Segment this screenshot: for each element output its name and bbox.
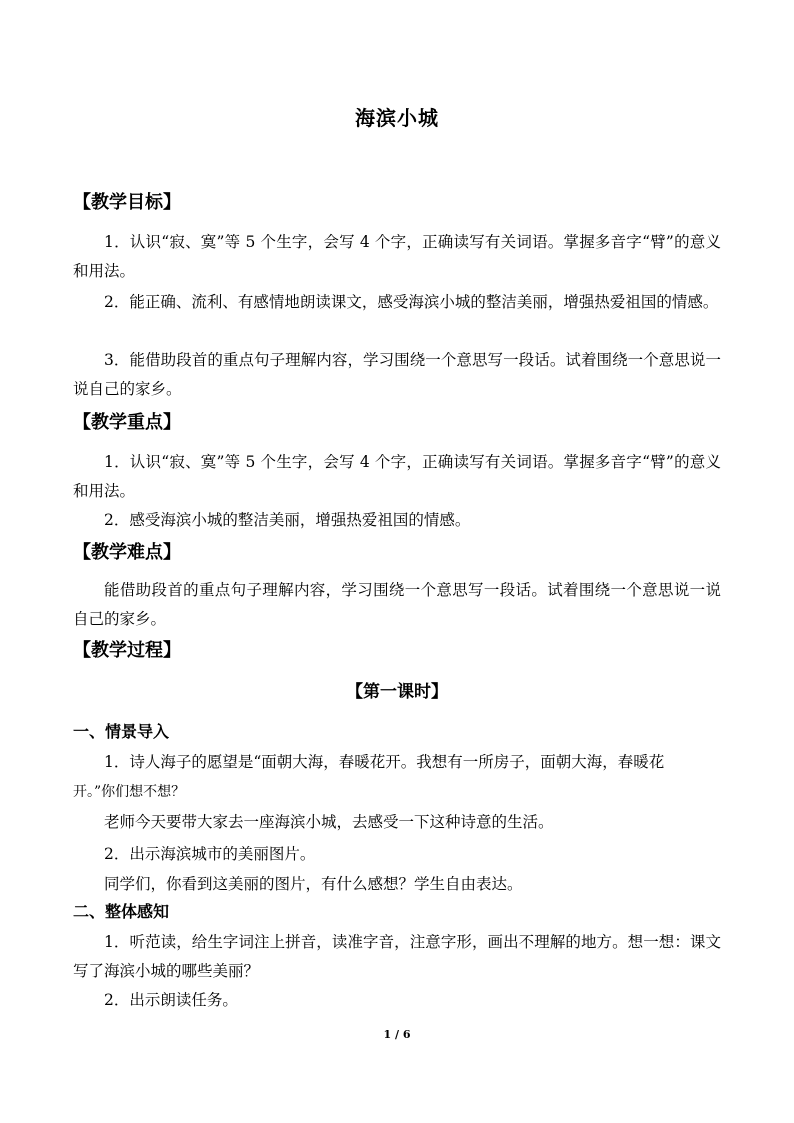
objectives-heading: 【教学目标】	[73, 192, 181, 213]
part2-heading: 二、整体感知	[73, 902, 170, 921]
part1-item-2: 老师今天要带大家去一座海滨小城，去感受一下这种诗意的生活。	[104, 813, 554, 831]
part2-item-2: 2．出示朗读任务。	[104, 991, 238, 1009]
lesson-heading: 【第一课时】	[346, 682, 448, 702]
part2-item-1: 1．听范读，给生字词注上拼音，读准字音，注意字形，画出不理解的地方。想一想：课文写了海滨小城的哪些美丽？	[73, 933, 721, 980]
key-points-heading: 【教学重点】	[73, 412, 181, 433]
page-indicator: 1 / 6	[383, 1028, 411, 1041]
difficulties-heading: 【教学难点】	[73, 542, 181, 563]
difficulty-item-1: 能借助段首的重点句子理解内容，学习围绕一个意思写一段话。试着围绕一个意思说一说自己的家乡。	[73, 581, 721, 628]
key-point-item-2: 2．感受海滨小城的整洁美丽，增强热爱祖国的情感。	[104, 511, 471, 529]
part1-item-1: 1．诗人海子的愿望是“面朝大海，春暖花开。我想有一所房子，面朝大海，春暖花	[104, 753, 665, 771]
key-point-item-1: 1．认识“寂、寞”等 5 个生字，会写 4 个字，正确读写有关词语。掌握多音字“臂”的意义和用法。	[73, 453, 721, 500]
process-heading: 【教学过程】	[73, 640, 181, 661]
objective-item-1: 1．认识“寂、寞”等 5 个生字，会写 4 个字，正确读写有关词语。掌握多音字“臂”的意义和用法。	[73, 233, 721, 280]
objective-item-3: 3．能借助段首的重点句子理解内容，学习围绕一个意思写一段话。试着围绕一个意思说一说自己的家乡。	[73, 351, 721, 398]
part1-item-3: 2．出示海滨城市的美丽图片。	[104, 845, 316, 863]
objective-item-2: 2．能正确、流利、有感情地朗读课文，感受海滨小城的整洁美丽，增强热爱祖国的情感。	[104, 293, 719, 311]
document-title: 海滨小城	[355, 106, 439, 130]
part1-item-1-cont: 开。”你们想不想？	[73, 784, 186, 800]
part1-heading: 一、情景导入	[73, 722, 170, 741]
part1-item-4: 同学们，你看到这美丽的图片，有什么感想？学生自由表达。	[104, 875, 523, 893]
